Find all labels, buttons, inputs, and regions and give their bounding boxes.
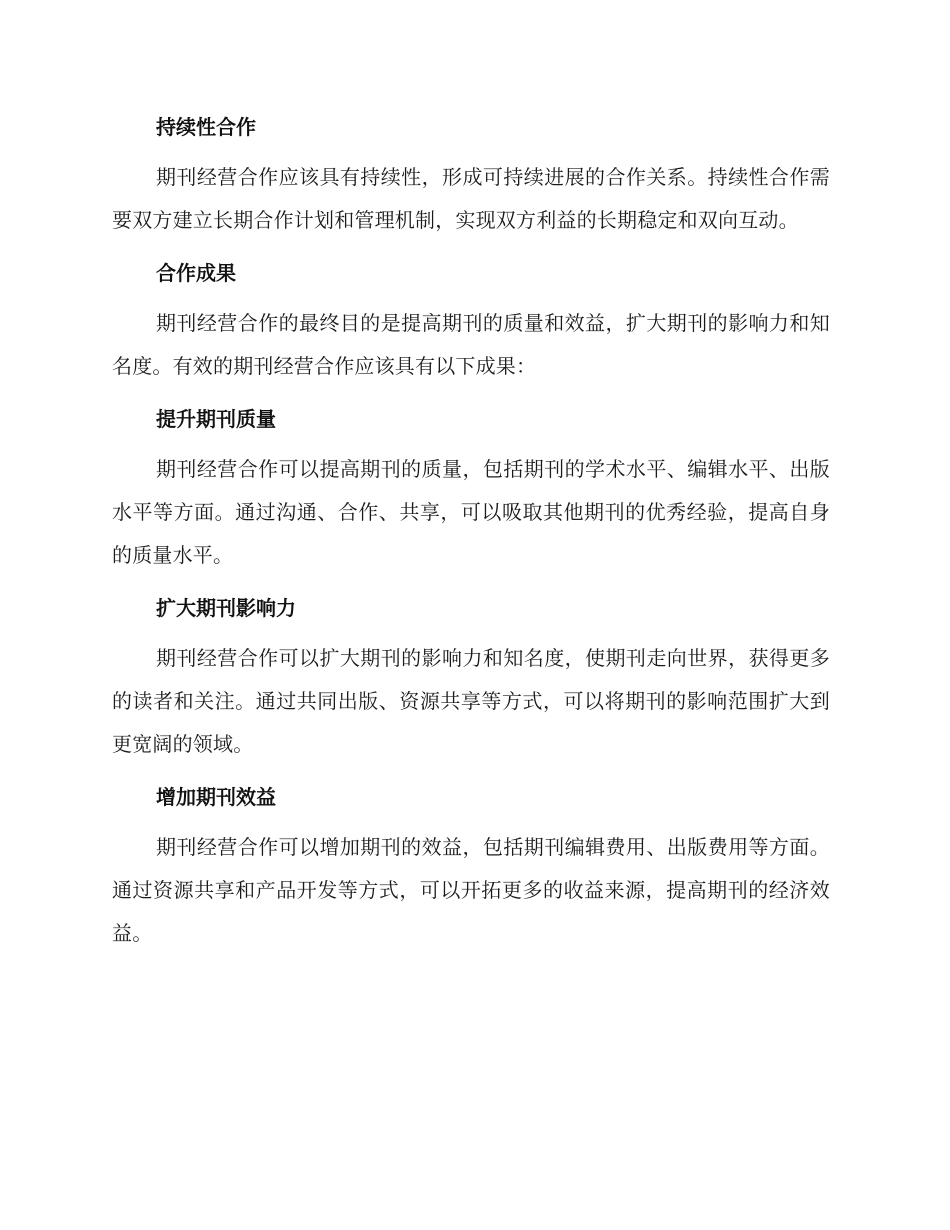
section-increase-benefits <box>112 774 830 955</box>
section-heading: 增加期刊效益 <box>156 785 276 809</box>
section-improve-quality <box>112 396 830 577</box>
section-sustainable-cooperation <box>112 104 830 242</box>
section-heading: 合作成果 <box>156 261 236 285</box>
section-paragraph: 期刊经营合作的最终目的是提高期刊的质量和效益，扩大期刊的影响力和知名度。有效的期刊经营合作应该具有以下成果： <box>112 311 830 378</box>
section-paragraph: 期刊经营合作可以增加期刊的效益，包括期刊编辑费用、出版费用等方面。通过资源共享和产品开发等方式，可以开拓更多的收益来源，提高期刊的经济效益。 <box>112 835 830 945</box>
section-paragraph: 期刊经营合作可以扩大期刊的影响力和知名度，使期刊走向世界，获得更多的读者和关注。通过共同出版、资源共享等方式，可以将期刊的影响范围扩大到更宽阔的领域。 <box>112 646 830 756</box>
section-cooperation-results <box>112 250 830 388</box>
section-paragraph: 期刊经营合作可以提高期刊的质量，包括期刊的学术水平、编辑水平、出版水平等方面。通过沟通、合作、共享，可以吸取其他期刊的优秀经验，提高自身的质量水平。 <box>112 457 830 567</box>
section-heading: 持续性合作 <box>156 115 256 139</box>
section-paragraph: 期刊经营合作应该具有持续性，形成可持续进展的合作关系。持续性合作需要双方建立长期合作计划和管理机制，实现双方利益的长期稳定和双向互动。 <box>112 165 830 232</box>
section-heading: 扩大期刊影响力 <box>156 596 296 620</box>
document-page <box>112 104 830 963</box>
section-expand-influence <box>112 585 830 766</box>
section-heading: 提升期刊质量 <box>156 407 276 431</box>
